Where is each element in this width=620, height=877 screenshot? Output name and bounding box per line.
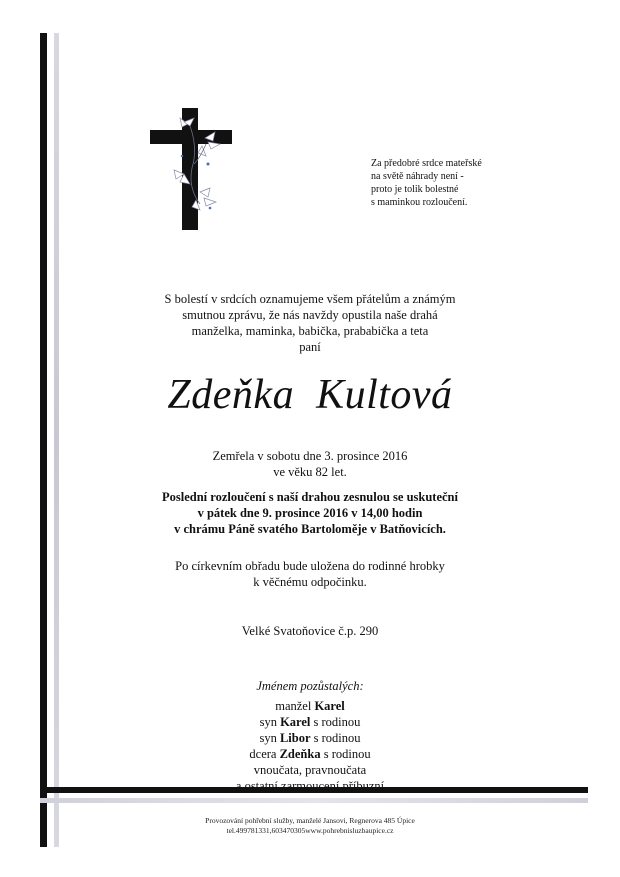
footer-line: Provozování pohřební služby, manželé Jansovi, Regnerova 485 Úpice [205,816,415,825]
mourner-name: Karel [314,699,345,713]
intro-line: smutnou zprávu, že nás navždy opustila naše drahá [182,308,438,322]
mourner-row [60,698,560,714]
poem-line: proto je tolik bolestné [371,184,459,195]
footer-line: tel.499781331,603470305www.pohrebnisluzbaupice.cz [226,826,394,835]
burial-notice [60,558,560,590]
mourner-name: Karel [280,715,311,729]
death-line: Zemřela v sobotu dne 3. prosince 2016 [212,449,408,463]
poem [371,157,482,209]
funeral-line: v pátek dne 9. prosince 2016 v 14,00 hodin [197,506,423,520]
mourners-heading: Jménem pozůstalých: [256,679,364,693]
cross-with-lilies-icon [150,108,236,230]
intro-line: manželka, maminka, babička, prababička a teta [191,324,429,338]
mourner-row [60,730,560,746]
funeral-notice [60,489,560,537]
border-black-vertical [40,33,47,847]
footer-funeral-service [60,816,560,836]
funeral-line: v chrámu Páně svatého Bartoloměje v Batňovicích. [174,522,446,536]
mourner-row [60,778,560,794]
mourner-suffix: s rodinou [320,747,371,761]
address: Velké Svatoňovice č.p. 290 [241,624,379,638]
mourner-row [60,714,560,730]
poem-line: na světě náhrady není - [371,171,464,182]
mourner-row [60,762,560,778]
border-grey-horizontal [40,798,588,803]
intro-line: S bolestí v srdcích oznamujeme všem přátelům a známým [164,292,456,306]
mourners-list [60,678,560,794]
mourner-relation: a ostatní zarmoucení příbuzní [235,779,385,793]
mourner-suffix: s rodinou [310,715,361,729]
mourner-relation: syn [259,715,281,729]
burial-line: Po církevním obřadu bude uložena do rodinné hrobky [175,559,445,573]
place-line [60,623,560,639]
mourner-relation: dcera [249,747,280,761]
funeral-line: Poslední rozloučení s naší drahou zesnulou se uskuteční [161,490,458,504]
poem-line: s maminkou rozloučení. [371,197,468,208]
mourner-row [60,746,560,762]
intro-line: paní [299,340,321,354]
mourner-suffix: s rodinou [310,731,361,745]
mourner-relation: manžel [275,699,315,713]
burial-line: k věčnému odpočinku. [253,575,367,589]
mourner-name: Zdeňka [279,747,321,761]
deceased-name: Zdeňka Kultová [167,372,453,418]
death-line: ve věku 82 let. [273,465,347,479]
border-grey-vertical [54,33,59,847]
poem-line: Za předobré srdce mateřské [371,158,482,169]
death-notice [60,448,560,480]
announcement-intro [60,291,560,355]
mourner-name: Libor [279,731,311,745]
mourner-relation: syn [259,731,280,745]
mourner-relation: vnoučata, pravnoučata [253,763,367,777]
